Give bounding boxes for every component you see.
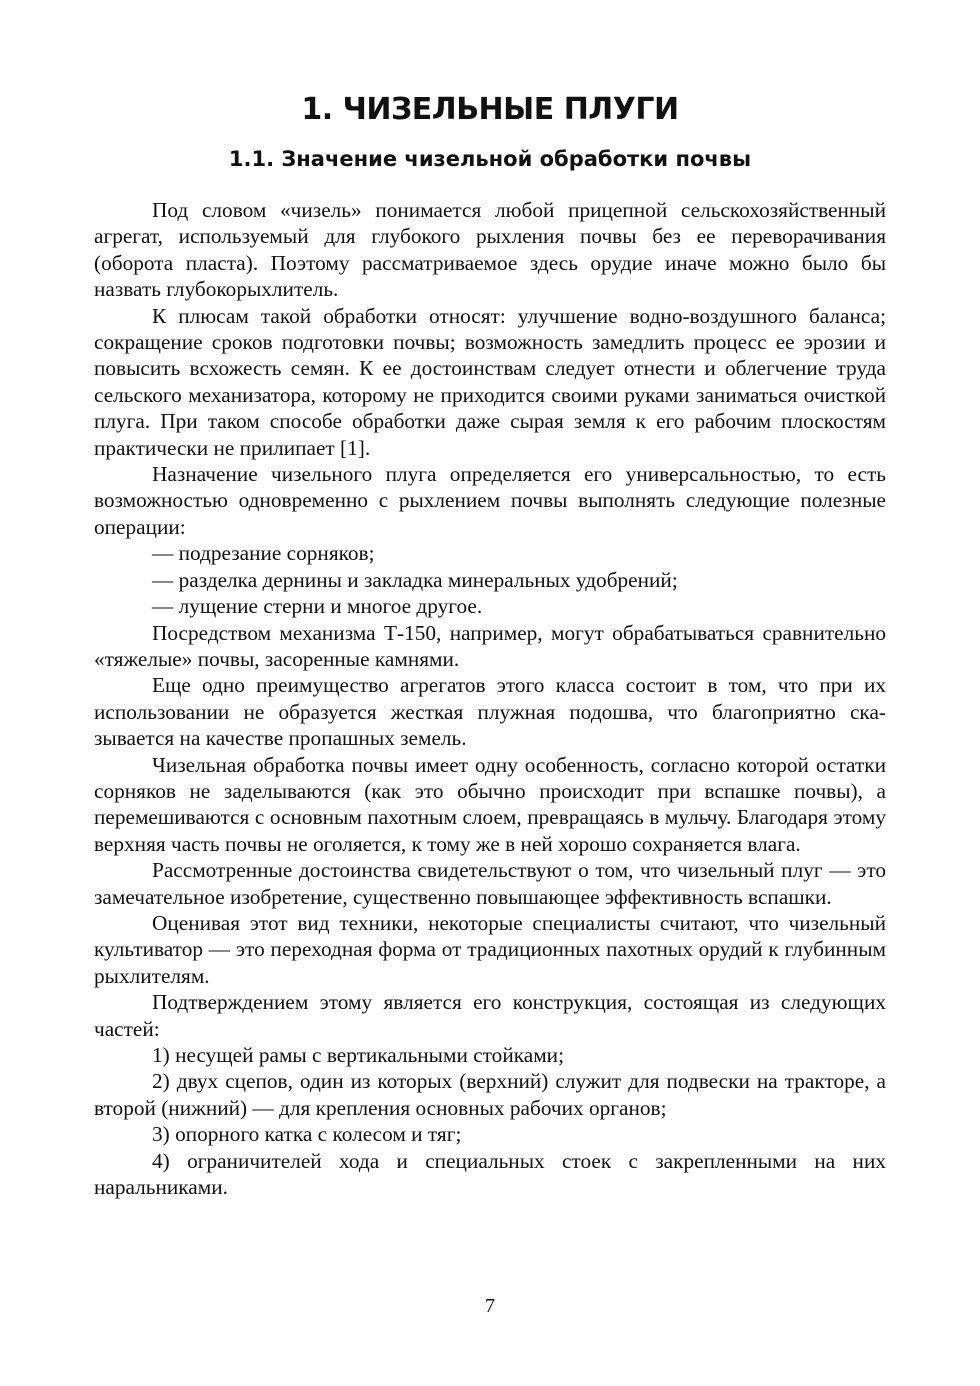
section-title: 1.1. Значение чизельной обработки почвы	[228, 147, 752, 171]
list-item: 3) опорного катка с колесом и тяг;	[152, 1122, 462, 1147]
paragraph: Посредством механизма Т-150, например, могут обрабатываться сравнительно «тяжелые» почвы, засоренные камнями.	[94, 620, 886, 671]
list-item: — лущение стерни и многое другое.	[152, 594, 483, 619]
list-item: 2) двух сцепов, один из которых (верхний) служит для подвески на тракторе, а второй (нижний) — для крепления основных рабочих органов;	[94, 1069, 886, 1120]
paragraph: Подтверждением этому является его конструкция, состоящая из следующих частей:	[94, 990, 886, 1041]
chapter-title: 1. ЧИЗЕЛЬНЫЕ ПЛУГИ	[301, 92, 679, 127]
list-item: 1) несущей рамы с вертикальными стойками;	[152, 1043, 564, 1067]
page-number: 7	[485, 1295, 495, 1317]
paragraph: Под словом «чизель» понимается любой прицепной сельскохозяйственный агрегат, используемый для глубокого рыхления почвы без ее переворачивания (оборота пласта). Поэтому рассматриваемое здесь орудие иначе можно было бы назвать глубокорыхлитель.	[94, 198, 886, 302]
paragraph: К плюсам такой обработки относят: улучшение водно-воздушного баланса; сокращение сроков подготовки почвы; возможность замедлить процесс ее эрозии и повысить всхожесть семян. К ее достоинствам следует отнести и облегчение труда сельского механизатора, которому не приходится своими руками заниматься очисткой плуга. При таком способе обработки даже сырая земля к его рабочим плоскостям практически не прилипает [1].	[94, 303, 886, 460]
list-item: 4) ограничителей хода и специальных стоек с закрепленными на них наральниками.	[94, 1148, 886, 1200]
body-text	[94, 197, 886, 1200]
list-item: — подрезание сорняков;	[152, 541, 375, 566]
list-item: — разделка дернины и закладка минеральных удобрений;	[152, 567, 678, 592]
paragraph: Рассмотренные достоинства свидетельствуют о том, что чизельный плуг — это замечательное изобретение, существенно повышающее эффективность вспашки.	[94, 858, 886, 909]
paragraph: Оценивая этот вид техники, некоторые специалисты считают, что чизельный культиватор — это переходная форма от традиционных пахотных орудий к глубинным рыхлителям.	[94, 910, 886, 988]
paragraph: Чизельная обработка почвы имеет одну особенность, согласно которой остатки сорняков не заделываются (как это обычно происходит при вспашке почвы), а перемешиваются с основным пахотным слоем, превращаясь в мульчу. Благодаря этому верхняя часть почвы не оголяется, к тому же в ней хорошо сохраняется влага.	[94, 752, 886, 856]
paragraph: Назначение чизельного плуга определяется его универсальностью, то есть возможностью одновременно с рыхлением почвы выполнять следующие полезные операции:	[94, 462, 886, 539]
page-content	[94, 90, 886, 1200]
paragraph: Еще одно преимущество агрегатов этого класса состоит в том, что при их использовании не образуется жесткая плужная подошва, что благоприятно сказывается на качестве пропашных земель.	[94, 673, 886, 751]
